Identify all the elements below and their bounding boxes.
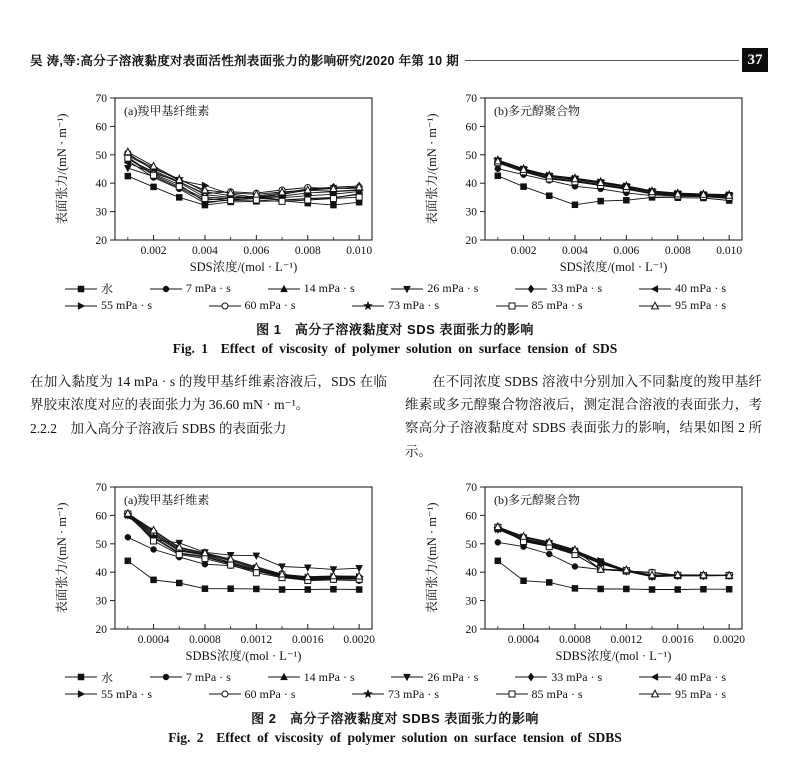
legend-label: 55 mPa · s bbox=[101, 298, 152, 312]
triangle-up-filled-legend-marker-icon bbox=[267, 283, 301, 295]
figure2-caption-en: Fig. 2 Effect of viscosity of polymer solution on surface tension of SDBS bbox=[168, 729, 622, 745]
svg-text:0.0016: 0.0016 bbox=[661, 633, 694, 646]
svg-text:SDBS浓度/(mol · L⁻¹): SDBS浓度/(mol · L⁻¹) bbox=[555, 648, 672, 663]
figure2-chart-b bbox=[400, 477, 770, 667]
svg-text:50: 50 bbox=[465, 149, 477, 162]
svg-text:60: 60 bbox=[95, 121, 107, 134]
svg-text:50: 50 bbox=[465, 538, 477, 551]
svg-text:30: 30 bbox=[465, 595, 477, 608]
legend-item-circle-open bbox=[208, 687, 296, 702]
legend-row bbox=[64, 280, 726, 297]
legend-item-triangle-right-filled bbox=[64, 687, 152, 702]
left-column bbox=[30, 370, 387, 463]
legend-label: 85 mPa · s bbox=[531, 686, 583, 701]
legend-item-triangle-up-filled bbox=[267, 281, 355, 296]
circle-open-legend-marker-icon bbox=[208, 688, 242, 700]
triangle-left-filled-legend-marker-icon bbox=[638, 283, 672, 295]
svg-text:0.002: 0.002 bbox=[510, 245, 537, 257]
svg-text:表面张力/(mN · m⁻¹): 表面张力/(mN · m⁻¹) bbox=[55, 113, 69, 225]
svg-text:70: 70 bbox=[465, 93, 477, 105]
svg-text:0.0016: 0.0016 bbox=[291, 633, 324, 646]
legend-label: 60 mPa · s bbox=[244, 686, 296, 701]
triangle-up-filled-legend-marker-icon bbox=[267, 671, 301, 683]
triangle-down-filled-legend-marker-icon bbox=[390, 283, 424, 295]
legend-item-star-filled bbox=[351, 687, 439, 702]
svg-text:0.0008: 0.0008 bbox=[559, 633, 591, 646]
svg-text:(b)多元醇聚合物: (b)多元醇聚合物 bbox=[494, 104, 580, 118]
legend-label: 26 mPa · s bbox=[427, 281, 479, 295]
legend-item-triangle-right-filled bbox=[64, 298, 152, 313]
legend-item-circle-open bbox=[208, 298, 296, 313]
legend-item-triangle-up-open bbox=[638, 687, 726, 702]
legend-item-diamond-filled bbox=[514, 670, 602, 685]
svg-text:60: 60 bbox=[465, 121, 477, 134]
svg-text:0.0004: 0.0004 bbox=[507, 633, 540, 646]
svg-text:0.0020: 0.0020 bbox=[343, 633, 375, 646]
triangle-down-filled-legend-marker-icon bbox=[390, 671, 424, 683]
legend-item-triangle-down-filled bbox=[390, 281, 478, 296]
svg-text:0.0012: 0.0012 bbox=[610, 633, 643, 646]
star-filled-legend-marker-icon bbox=[351, 300, 385, 312]
header-rule bbox=[465, 60, 739, 61]
legend-item-triangle-left-filled bbox=[638, 281, 726, 296]
svg-text:0.006: 0.006 bbox=[243, 245, 270, 257]
svg-text:20: 20 bbox=[95, 623, 107, 636]
svg-text:60: 60 bbox=[95, 510, 107, 523]
svg-text:0.004: 0.004 bbox=[562, 245, 588, 257]
svg-text:70: 70 bbox=[95, 481, 107, 494]
legend-row bbox=[64, 669, 726, 686]
square-open-legend-marker-icon bbox=[495, 688, 529, 700]
chart-svg bbox=[400, 88, 770, 278]
legend-item-circle-filled bbox=[149, 281, 231, 296]
svg-text:50: 50 bbox=[95, 149, 107, 162]
paragraph-right: 在不同浓度 SDBS 溶液中分别加入不同黏度的羧甲基纤维素或多元醇聚合物溶液后，测定混合溶液的表面张力，考察高分子溶液黏度对 SDBS 表面张力的影响，结果如图 2 所示。 bbox=[405, 374, 762, 459]
triangle-right-filled-legend-marker-icon bbox=[64, 300, 98, 312]
svg-text:SDS浓度/(mol · L⁻¹): SDS浓度/(mol · L⁻¹) bbox=[559, 260, 668, 274]
legend-label: 95 mPa · s bbox=[675, 298, 726, 312]
right-column bbox=[405, 370, 762, 463]
svg-text:0.004: 0.004 bbox=[192, 245, 218, 257]
legend-label: 14 mPa · s bbox=[303, 281, 355, 295]
triangle-up-open-legend-marker-icon bbox=[638, 688, 672, 700]
legend-item-triangle-up-open bbox=[638, 298, 726, 313]
svg-text:SDS浓度/(mol · L⁻¹): SDS浓度/(mol · L⁻¹) bbox=[189, 260, 298, 274]
figure2-caption-zh: 图 2 高分子溶液黏度对 SDBS 表面张力的影响 bbox=[251, 710, 539, 726]
square-filled-legend-marker-icon bbox=[64, 671, 98, 683]
svg-text:(a)羧甲基纤维素: (a)羧甲基纤维素 bbox=[124, 104, 210, 118]
square-open-legend-marker-icon bbox=[495, 300, 529, 312]
legend-label: 33 mPa · s bbox=[551, 281, 603, 295]
svg-text:SDBS浓度/(mol · L⁻¹): SDBS浓度/(mol · L⁻¹) bbox=[185, 648, 302, 663]
legend-item-square-open bbox=[495, 687, 583, 702]
svg-text:0.008: 0.008 bbox=[294, 245, 321, 257]
svg-text:0.010: 0.010 bbox=[346, 245, 373, 257]
svg-text:0.0020: 0.0020 bbox=[713, 633, 745, 646]
legend-label: 7 mPa · s bbox=[185, 669, 231, 684]
legend-item-star-filled bbox=[351, 298, 439, 313]
page-number-badge: 37 bbox=[742, 48, 768, 72]
legend-label: 55 mPa · s bbox=[101, 686, 152, 701]
legend-item-square-open bbox=[495, 298, 583, 313]
figure2-legend bbox=[64, 669, 726, 703]
figure2-chart-a bbox=[30, 477, 400, 667]
svg-text:0.010: 0.010 bbox=[716, 245, 743, 257]
legend-row bbox=[64, 686, 726, 703]
svg-text:40: 40 bbox=[465, 567, 477, 580]
svg-text:40: 40 bbox=[95, 178, 107, 191]
legend-label: 26 mPa · s bbox=[427, 669, 479, 684]
svg-text:0.0012: 0.0012 bbox=[240, 633, 273, 646]
paragraph-left: 在加入黏度为 14 mPa · s 的羧甲基纤维素溶液后，SDS 在临界胶束浓度对应的表面张力为 36.60 mN · m⁻¹。 bbox=[30, 374, 387, 413]
figure1-caption-en: Fig. 1 Effect of viscosity of polymer solution on surface tension of SDS bbox=[172, 341, 618, 356]
legend-label: 水 bbox=[101, 670, 114, 685]
svg-text:表面张力/(mN · m⁻¹): 表面张力/(mN · m⁻¹) bbox=[55, 502, 69, 614]
legend-label: 33 mPa · s bbox=[551, 669, 603, 684]
svg-text:(b)多元醇聚合物: (b)多元醇聚合物 bbox=[494, 492, 580, 507]
svg-text:60: 60 bbox=[465, 510, 477, 523]
running-head: 吴 涛,等:高分子溶液黏度对表面活性剂表面张力的影响研究/2020 年第 10 期 bbox=[30, 54, 460, 68]
svg-text:50: 50 bbox=[95, 538, 107, 551]
legend-label: 40 mPa · s bbox=[675, 281, 726, 295]
svg-text:0.006: 0.006 bbox=[613, 245, 640, 257]
legend-item-triangle-up-filled bbox=[267, 670, 355, 685]
legend-item-triangle-left-filled bbox=[638, 670, 726, 685]
svg-text:0.008: 0.008 bbox=[664, 245, 691, 257]
svg-text:0.0004: 0.0004 bbox=[137, 633, 170, 646]
circle-filled-legend-marker-icon bbox=[149, 671, 183, 683]
figure-2 bbox=[0, 477, 790, 746]
svg-text:30: 30 bbox=[95, 595, 107, 608]
diamond-filled-legend-marker-icon bbox=[514, 283, 548, 295]
legend-item-triangle-down-filled bbox=[390, 670, 478, 685]
triangle-up-open-legend-marker-icon bbox=[638, 300, 672, 312]
legend-item-square-filled bbox=[64, 280, 113, 297]
page-header bbox=[30, 46, 768, 74]
circle-open-legend-marker-icon bbox=[208, 300, 242, 312]
svg-text:(a)羧甲基纤维素: (a)羧甲基纤维素 bbox=[124, 492, 210, 507]
legend-label: 14 mPa · s bbox=[303, 669, 355, 684]
svg-text:0.0008: 0.0008 bbox=[189, 633, 221, 646]
figure1-charts-row bbox=[30, 88, 770, 278]
square-filled-legend-marker-icon bbox=[64, 283, 98, 295]
legend-label: 7 mPa · s bbox=[185, 281, 231, 295]
chart-svg bbox=[30, 88, 400, 278]
legend-row bbox=[64, 297, 726, 314]
figure1-chart-b bbox=[400, 88, 770, 278]
svg-text:20: 20 bbox=[95, 235, 107, 247]
svg-text:70: 70 bbox=[95, 93, 107, 105]
triangle-right-filled-legend-marker-icon bbox=[64, 688, 98, 700]
legend-label: 60 mPa · s bbox=[244, 298, 296, 312]
legend-item-square-filled bbox=[64, 669, 113, 686]
star-filled-legend-marker-icon bbox=[351, 688, 385, 700]
triangle-left-filled-legend-marker-icon bbox=[638, 671, 672, 683]
circle-filled-legend-marker-icon bbox=[149, 283, 183, 295]
legend-label: 73 mPa · s bbox=[388, 298, 439, 312]
legend-item-diamond-filled bbox=[514, 281, 602, 296]
figure1-chart-a bbox=[30, 88, 400, 278]
legend-label: 40 mPa · s bbox=[675, 669, 726, 684]
svg-text:40: 40 bbox=[95, 567, 107, 580]
svg-text:30: 30 bbox=[95, 206, 107, 219]
svg-text:表面张力/(mN · m⁻¹): 表面张力/(mN · m⁻¹) bbox=[425, 502, 439, 614]
figure-1 bbox=[0, 88, 790, 357]
svg-text:表面张力/(mN · m⁻¹): 表面张力/(mN · m⁻¹) bbox=[425, 113, 439, 225]
chart-svg bbox=[400, 477, 770, 667]
svg-text:20: 20 bbox=[465, 235, 477, 247]
legend-item-circle-filled bbox=[149, 670, 231, 685]
svg-text:70: 70 bbox=[465, 481, 477, 494]
svg-text:20: 20 bbox=[465, 623, 477, 636]
svg-text:30: 30 bbox=[465, 206, 477, 219]
section-heading-2-2-2: 2.2.2 加入高分子溶液后 SDBS 的表面张力 bbox=[30, 421, 287, 437]
figure1-legend bbox=[64, 280, 726, 314]
body-text bbox=[30, 370, 762, 463]
svg-text:40: 40 bbox=[465, 178, 477, 191]
figure2-charts-row bbox=[30, 477, 770, 667]
figure1-caption-zh: 图 1 高分子溶液黏度对 SDS 表面张力的影响 bbox=[256, 322, 534, 337]
legend-label: 85 mPa · s bbox=[531, 298, 583, 312]
legend-label: 水 bbox=[101, 282, 114, 296]
chart-svg bbox=[30, 477, 400, 667]
diamond-filled-legend-marker-icon bbox=[514, 671, 548, 683]
legend-label: 95 mPa · s bbox=[675, 686, 726, 701]
svg-text:0.002: 0.002 bbox=[140, 245, 167, 257]
legend-label: 73 mPa · s bbox=[388, 686, 439, 701]
